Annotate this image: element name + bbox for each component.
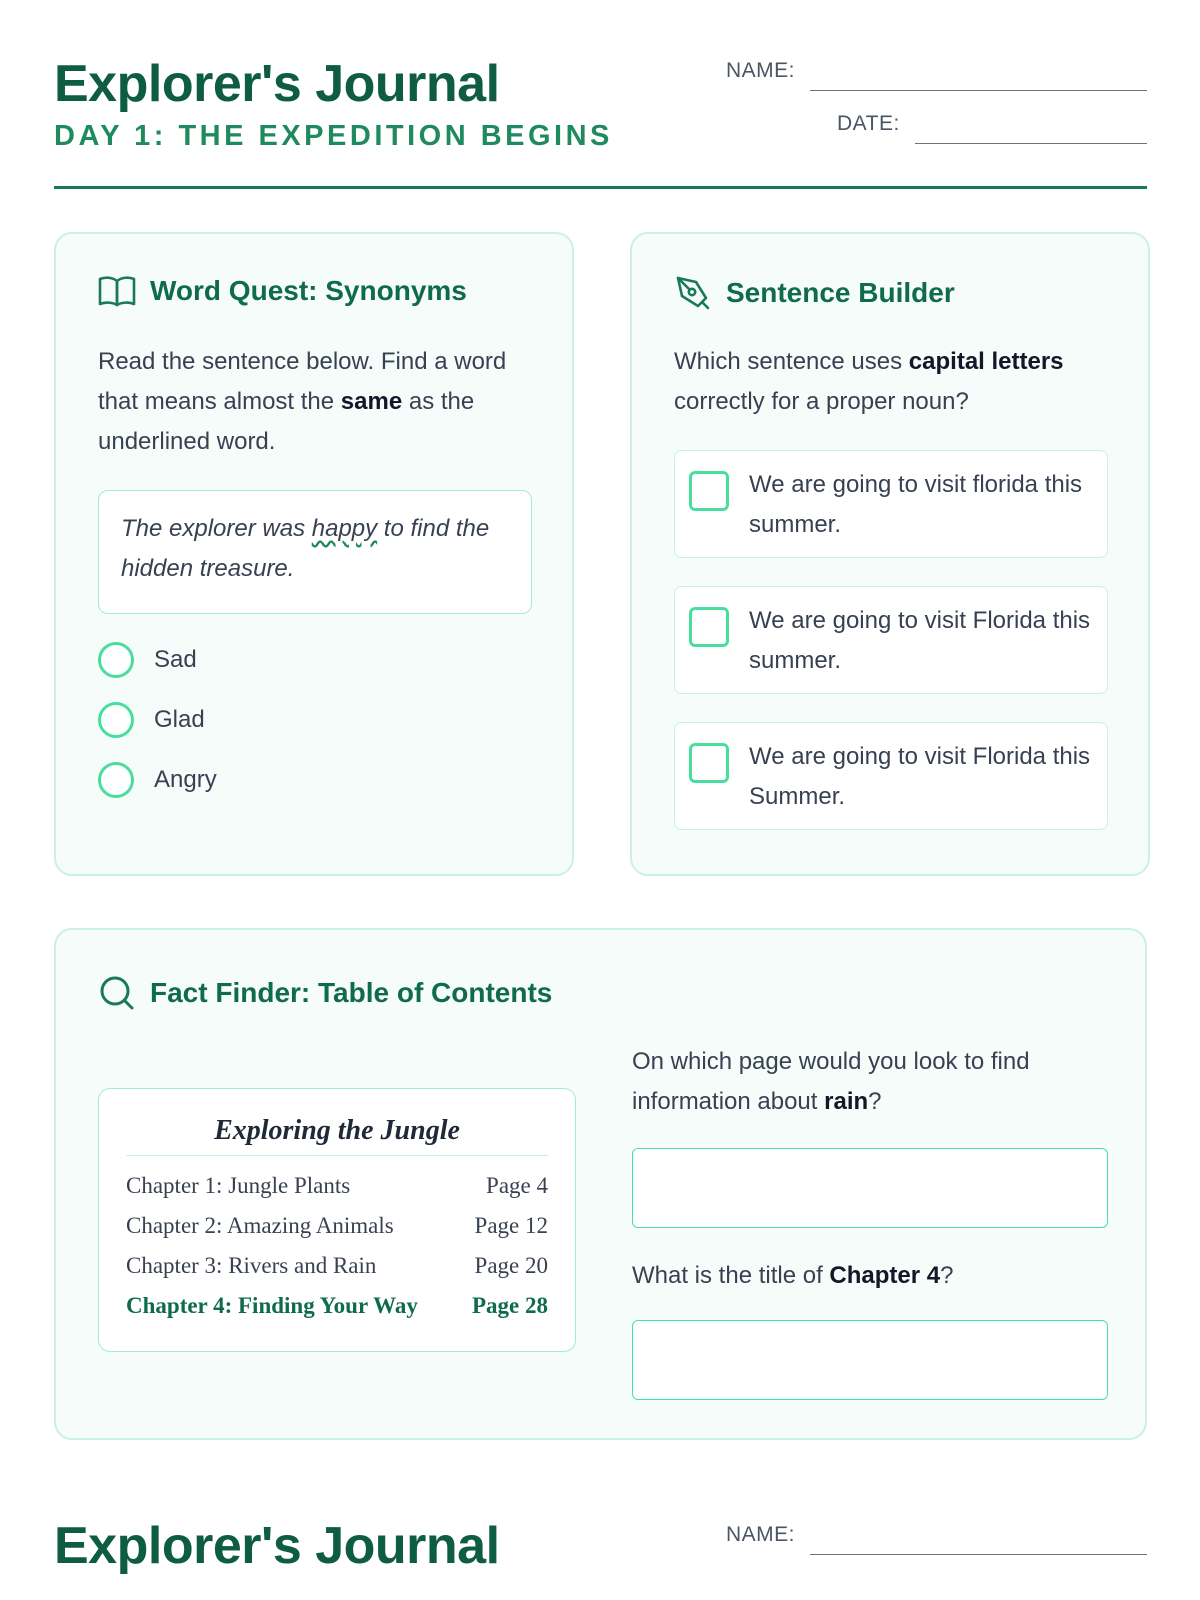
option-text: We are going to visit florida this summer.: [749, 471, 1083, 538]
question-text-end: correctly for a proper noun?: [674, 388, 969, 415]
sentence-option[interactable]: [674, 450, 1108, 558]
question-emphasis: capital letters: [908, 348, 1064, 375]
page-subtitle: DAY 1: THE EXPEDITION BEGINS: [54, 120, 613, 152]
toc-row-highlighted: [126, 1291, 548, 1321]
checkbox[interactable]: [689, 471, 729, 511]
name-field[interactable]: [810, 1554, 1147, 1555]
answer-field-chapter-4[interactable]: [632, 1320, 1108, 1400]
search-icon: [98, 974, 136, 1012]
worksheet-header: [54, 0, 1147, 190]
sentence-builder-title: Sentence Builder: [726, 277, 955, 308]
sentence-builder-card: [630, 232, 1150, 876]
fact-finder-card: [54, 928, 1147, 1440]
question-text: What is the title of: [632, 1262, 830, 1289]
radio-button[interactable]: [98, 762, 134, 798]
question-text: On which page would you look to find information about: [632, 1048, 1030, 1115]
fact-finder-title: Fact Finder: Table of Contents: [150, 977, 553, 1008]
toc-page: Page 28: [471, 1293, 548, 1318]
toc-chapter: Chapter 3: Rivers and Rain: [126, 1253, 377, 1278]
page-title: Explorer's Journal: [54, 1517, 500, 1575]
toc-row: [126, 1211, 548, 1241]
synonym-option[interactable]: [98, 702, 205, 738]
sentence-builder-header: [674, 274, 955, 312]
example-sentence-box: [98, 490, 532, 614]
toc-chapter: Chapter 4: Finding Your Way: [126, 1293, 418, 1318]
option-label: Glad: [154, 706, 205, 733]
question-text-end: ?: [940, 1262, 954, 1289]
word-quest-title: Word Quest: Synonyms: [150, 275, 467, 306]
instructions-emphasis: same: [340, 388, 403, 415]
sentence-text: The explorer was: [121, 515, 312, 542]
sentence-option[interactable]: [674, 722, 1108, 830]
answer-field-rain[interactable]: [632, 1148, 1108, 1228]
question-emphasis: rain: [824, 1088, 869, 1115]
option-text: We are going to visit Florida this Summer.: [749, 743, 1091, 810]
toc-title: Exploring the Jungle: [126, 1113, 548, 1156]
date-field[interactable]: [915, 143, 1147, 144]
checkbox[interactable]: [689, 743, 729, 783]
toc-chapter: Chapter 2: Amazing Animals: [126, 1213, 394, 1238]
name-field[interactable]: [810, 90, 1147, 91]
word-quest-card: [54, 232, 574, 876]
option-text: We are going to visit Florida this summer.: [749, 607, 1091, 674]
checkbox[interactable]: [689, 607, 729, 647]
header-divider: [54, 186, 1147, 189]
date-label: DATE:: [837, 112, 900, 135]
toc-chapter: Chapter 1: Jungle Plants: [126, 1173, 351, 1198]
question-text: Which sentence uses: [674, 348, 909, 375]
toc-page: Page 4: [486, 1173, 548, 1198]
fact-finder-header: [98, 974, 552, 1012]
radio-button[interactable]: [98, 642, 134, 678]
sentence-builder-question: [674, 342, 1114, 422]
question-chapter-4: [632, 1256, 1108, 1296]
question-emphasis: Chapter 4: [829, 1262, 941, 1289]
name-label: NAME:: [726, 59, 796, 82]
word-quest-header: [98, 274, 467, 308]
sentence-text-end: to find the hidden treasure.: [121, 515, 490, 582]
option-label: Sad: [154, 646, 197, 673]
toc-page: Page 20: [474, 1253, 548, 1278]
page-title: Explorer's Journal: [54, 55, 500, 113]
next-page-header: [54, 1510, 1147, 1600]
table-of-contents: [98, 1088, 576, 1352]
toc-page: Page 12: [474, 1213, 548, 1238]
radio-button[interactable]: [98, 702, 134, 738]
instructions-text: Read the sentence below. Find a word that means almost the: [98, 348, 507, 415]
toc-row: [126, 1251, 548, 1281]
pen-icon: [674, 274, 712, 312]
underlined-word: happy: [311, 515, 378, 542]
synonym-option[interactable]: [98, 762, 217, 798]
book-open-icon: [98, 274, 136, 308]
instructions-text-end: as the underlined word.: [98, 388, 475, 455]
name-label: NAME:: [726, 1523, 796, 1546]
synonym-option[interactable]: [98, 642, 197, 678]
toc-row: [126, 1171, 548, 1201]
sentence-option[interactable]: [674, 586, 1108, 694]
word-quest-instructions: [98, 342, 528, 462]
option-label: Angry: [154, 766, 217, 793]
question-text-end: ?: [868, 1088, 882, 1115]
question-rain: [632, 1042, 1108, 1122]
